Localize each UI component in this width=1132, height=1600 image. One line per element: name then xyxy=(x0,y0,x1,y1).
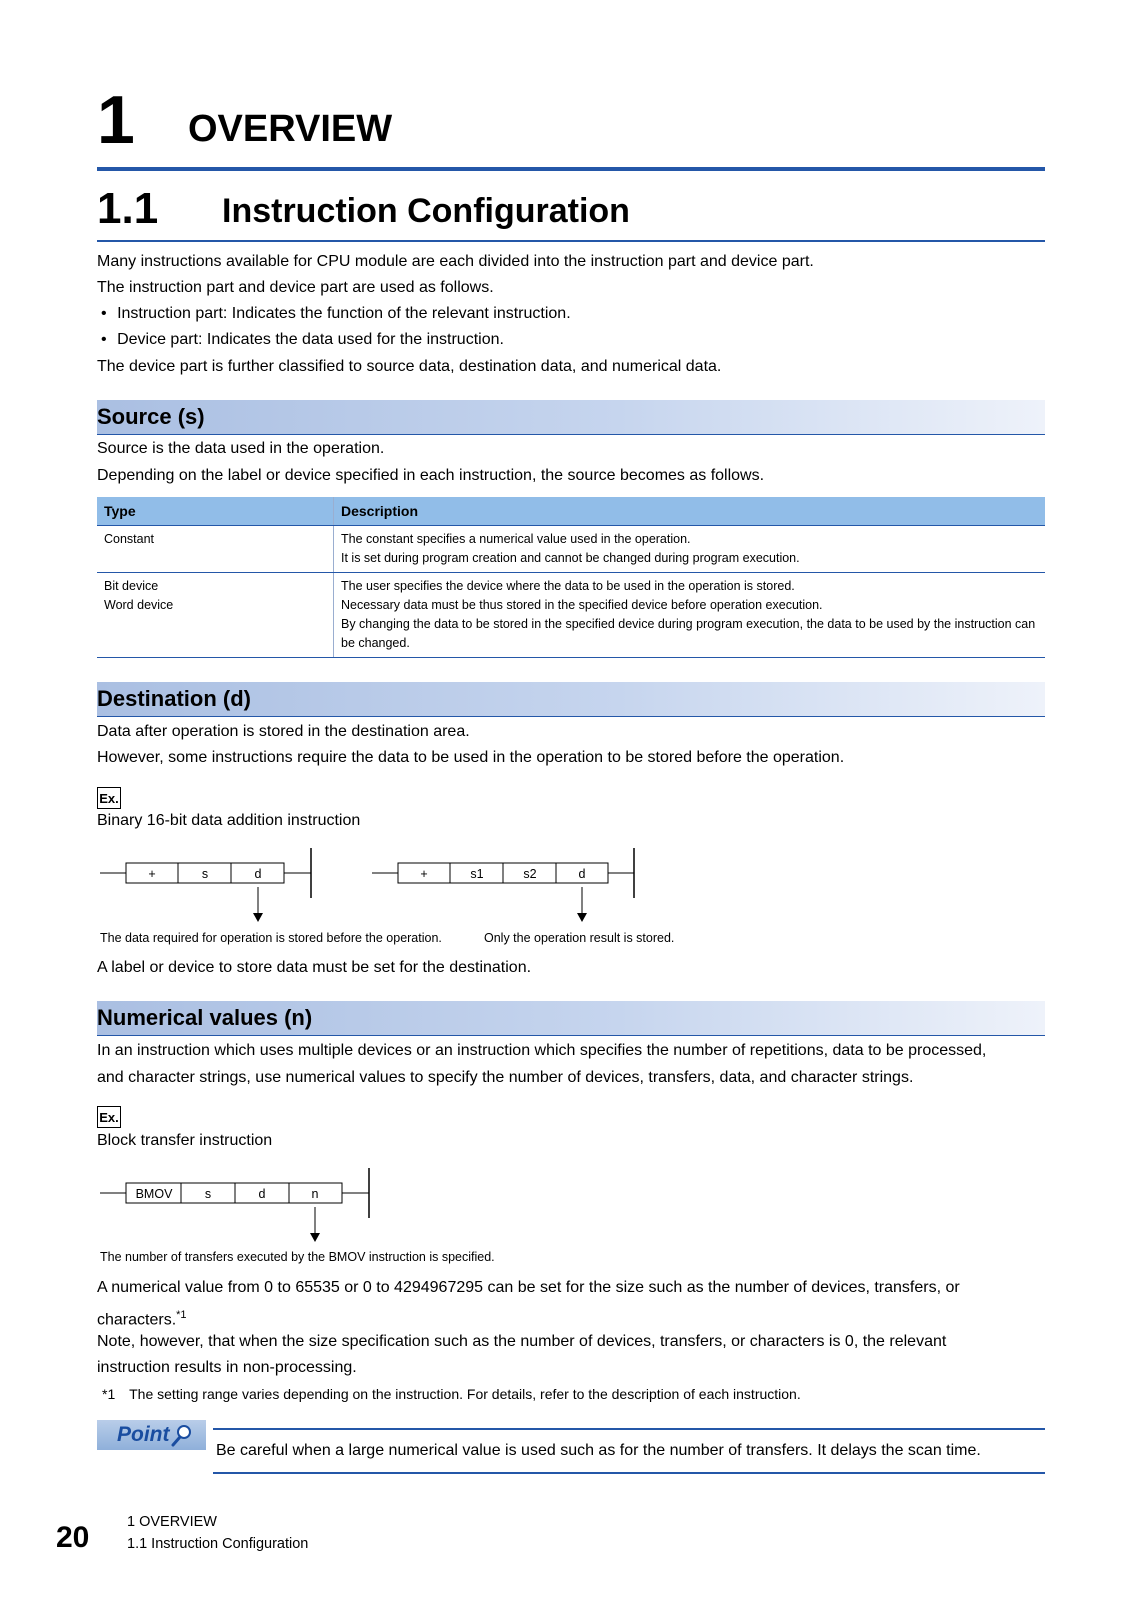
footer-chapter: 1 OVERVIEW xyxy=(127,1514,217,1530)
ladder-cell: + xyxy=(420,867,428,881)
chapter-title: OVERVIEW xyxy=(188,108,393,150)
bullet-text: Instruction part: Indicates the function of the relevant instruction. xyxy=(117,305,571,322)
type-text: Constant xyxy=(104,532,155,546)
numerical-paragraph: Note, however, that when the size specification such as the number of devices, transfers, or characters is 0, the relevant xyxy=(97,1333,947,1350)
table-cell-description xyxy=(334,573,1046,658)
bullet-item xyxy=(101,304,571,324)
numerical-paragraph xyxy=(97,1305,187,1330)
point-rule-bottom xyxy=(213,1472,1045,1474)
bullet-glyph: • xyxy=(101,331,107,348)
ladder-caption: The data required for operation is stored before the operation. xyxy=(100,931,442,945)
example-title: Binary 16-bit data addition instruction xyxy=(97,812,361,829)
ladder-cell: + xyxy=(148,867,156,881)
table-header-row xyxy=(97,497,1045,526)
ladder-cell: d xyxy=(254,867,262,881)
intro-line: The device part is further classified to source data, destination data, and numerical data. xyxy=(97,358,722,375)
page-number: 20 xyxy=(56,1521,90,1554)
destination-heading: Destination (d) xyxy=(97,686,251,711)
bullet-text: Device part: Indicates the data used for the instruction. xyxy=(117,331,504,348)
destination-after: A label or device to store data must be set for the destination. xyxy=(97,959,532,976)
footnote xyxy=(102,1385,801,1403)
table-cell-type xyxy=(97,526,334,573)
destination-heading-band xyxy=(97,682,1045,717)
example-icon: Ex. xyxy=(97,1106,121,1128)
magnifier-icon xyxy=(169,1422,197,1448)
numerical-heading: Numerical values (n) xyxy=(97,1005,313,1030)
footnote-mark: *1 xyxy=(102,1386,116,1402)
ladder-cell: BMOV xyxy=(135,1187,173,1201)
desc-text: Necessary data must be thus stored in the specified device before operation execution. xyxy=(341,598,823,612)
ladder-cell: d xyxy=(258,1187,266,1201)
chapter-rule xyxy=(97,167,1045,171)
footnote-text: The setting range varies depending on the instruction. For details, refer to the description of each instruction. xyxy=(129,1386,801,1402)
chapter-number: 1 xyxy=(97,82,135,158)
numerical-line: and character strings, use numerical values to specify the number of devices, transfers, data, and character strings. xyxy=(97,1069,914,1086)
desc-text: The constant specifies a numerical value used in the operation. xyxy=(341,532,691,546)
point-badge xyxy=(97,1420,206,1450)
table-header-description: Description xyxy=(334,497,1046,526)
table-cell-description xyxy=(334,526,1046,573)
destination-line: However, some instructions require the data to be used in the operation to be stored before the operation. xyxy=(97,749,845,766)
table-row xyxy=(97,526,1045,573)
ladder-cell: s2 xyxy=(523,867,537,881)
numerical-heading-band xyxy=(97,1001,1045,1036)
source-heading: Source (s) xyxy=(97,404,205,429)
desc-text: By changing the data to be stored in the specified device during program execution, the data to be used by the instruction can be changed. xyxy=(341,617,1036,650)
intro-line: The instruction part and device part are used as follows. xyxy=(97,279,494,296)
section-number: 1.1 xyxy=(97,184,159,233)
source-line: Depending on the label or device specified in each instruction, the source becomes as follows. xyxy=(97,467,765,484)
desc-text: It is set during program creation and cannot be changed during program execution. xyxy=(341,551,800,565)
table-row xyxy=(97,573,1045,658)
paragraph-text: characters. xyxy=(97,1311,177,1329)
numerical-line: In an instruction which uses multiple devices or an instruction which specifies the number of repetitions, data to be processed, xyxy=(97,1042,987,1059)
bullet-item xyxy=(101,330,504,350)
desc-text: The user specifies the device where the data to be used in the operation is stored. xyxy=(341,579,795,593)
ladder-cell: n xyxy=(311,1187,319,1201)
bullet-glyph: • xyxy=(101,305,107,322)
ladder-cell: s xyxy=(201,867,209,881)
intro-line: Many instructions available for CPU module are each divided into the instruction part and device part. xyxy=(97,253,814,270)
footnote-ref: *1 xyxy=(176,1309,187,1321)
numerical-paragraph: instruction results in non-processing. xyxy=(97,1359,357,1376)
ladder-caption: Only the operation result is stored. xyxy=(484,931,675,945)
point-rule-top xyxy=(213,1428,1045,1430)
ladder-cell: s1 xyxy=(470,867,484,881)
source-line: Source is the data used in the operation. xyxy=(97,440,385,457)
table-header-type: Type xyxy=(97,497,334,526)
example-title: Block transfer instruction xyxy=(97,1132,273,1149)
numerical-paragraph: A numerical value from 0 to 65535 or 0 to 4294967295 can be set for the size such as the number of devices, transfers, or xyxy=(97,1279,960,1296)
section-rule xyxy=(97,240,1045,242)
destination-line: Data after operation is stored in the destination area. xyxy=(97,723,470,740)
type-text: Bit device xyxy=(104,579,159,593)
source-heading-band xyxy=(97,400,1045,435)
type-text: Word device xyxy=(104,598,174,612)
point-label: Point xyxy=(117,1423,170,1446)
section-title: Instruction Configuration xyxy=(222,192,630,230)
example-icon: Ex. xyxy=(97,787,121,809)
source-table xyxy=(97,497,1045,658)
destination-ladder-diagram xyxy=(0,845,700,925)
ladder-cell: s xyxy=(204,1187,212,1201)
ladder-caption: The number of transfers executed by the BMOV instruction is specified. xyxy=(100,1250,495,1264)
ladder-cell: d xyxy=(578,867,586,881)
footer-section: 1.1 Instruction Configuration xyxy=(127,1536,309,1552)
numerical-ladder-diagram xyxy=(0,1164,420,1244)
table-cell-type xyxy=(97,573,334,658)
point-text: Be careful when a large numerical value is used such as for the number of transfers. It delays the scan time. xyxy=(216,1442,981,1459)
